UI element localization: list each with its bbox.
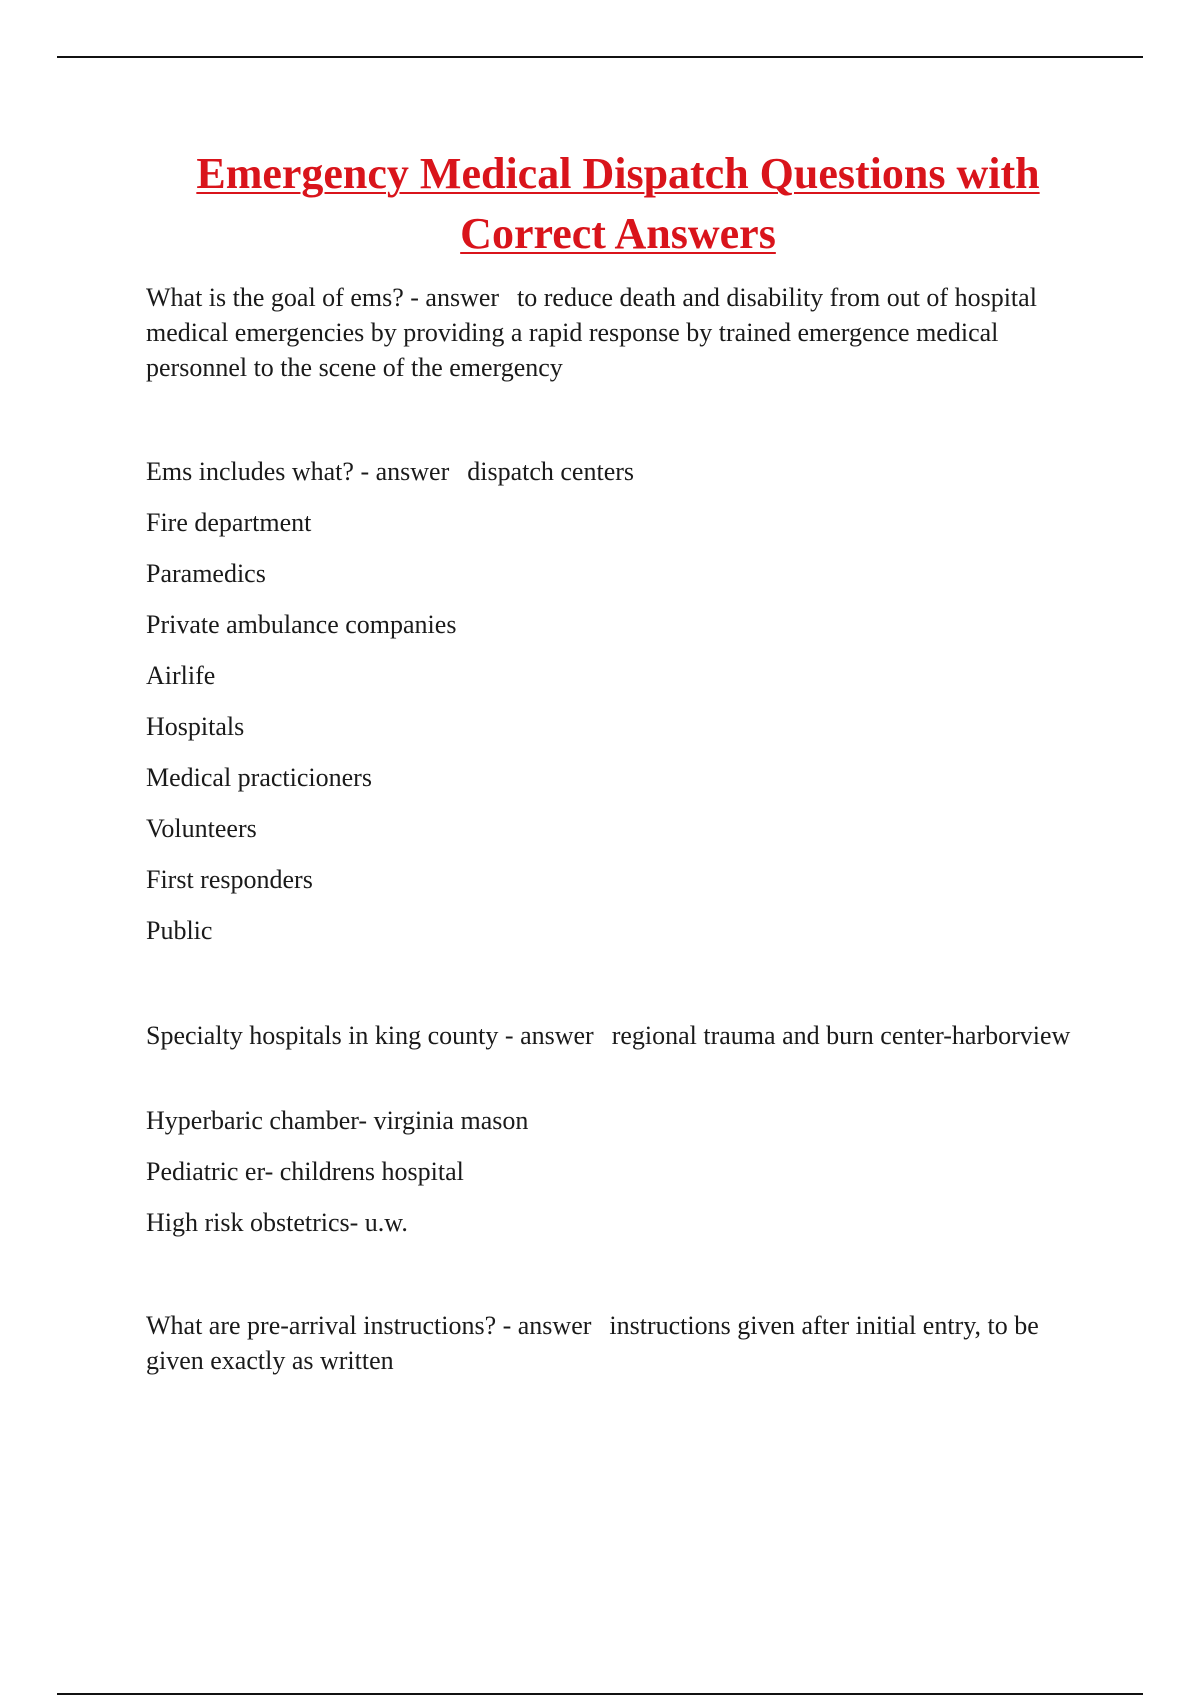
- list-item: Public: [146, 916, 213, 945]
- qa-block-ems-includes: [146, 454, 1096, 489]
- list-item: Hospitals: [146, 712, 245, 741]
- list-item: Fire department: [146, 508, 312, 537]
- qa-block-goal: [146, 280, 1096, 385]
- list-item: Volunteers: [146, 814, 257, 843]
- answer-text: dispatch centers: [467, 457, 635, 486]
- list-item: Pediatric er- childrens hospital: [146, 1157, 464, 1186]
- list-item: Medical practicioners: [146, 763, 372, 792]
- list-item: Hyperbaric chamber- virginia mason: [146, 1106, 529, 1135]
- top-rule: [57, 56, 1143, 58]
- qa-block-pre-arrival: [146, 1308, 1096, 1378]
- question-text: What are pre-arrival instructions? - answer: [146, 1311, 592, 1340]
- answer-text: to reduce death and disability from out of hospital medical emergencies by providing a rapid response by trained emergence medical personnel to the scene of the emergency: [146, 283, 1037, 382]
- question-text: Ems includes what? - answer: [146, 457, 450, 486]
- qa-block-specialty-hospitals: [146, 1018, 1096, 1053]
- question-text: What is the goal of ems? - answer: [146, 283, 500, 312]
- list-item: Paramedics: [146, 559, 266, 588]
- question-text: Specialty hospitals in king county - answer: [146, 1021, 594, 1050]
- list-item: First responders: [146, 865, 313, 894]
- list-item: Airlife: [146, 661, 216, 690]
- document-title: Emergency Medical Dispatch Questions with Correct Answers: [196, 149, 1040, 258]
- answer-text: regional trauma and burn center-harborview: [611, 1021, 1071, 1050]
- answer-text: instructions given after initial entry, to be given exactly as written: [146, 1311, 1039, 1375]
- list-item: High risk obstetrics- u.w.: [146, 1208, 408, 1237]
- bottom-rule: [57, 1693, 1143, 1695]
- list-item: Private ambulance companies: [146, 610, 457, 639]
